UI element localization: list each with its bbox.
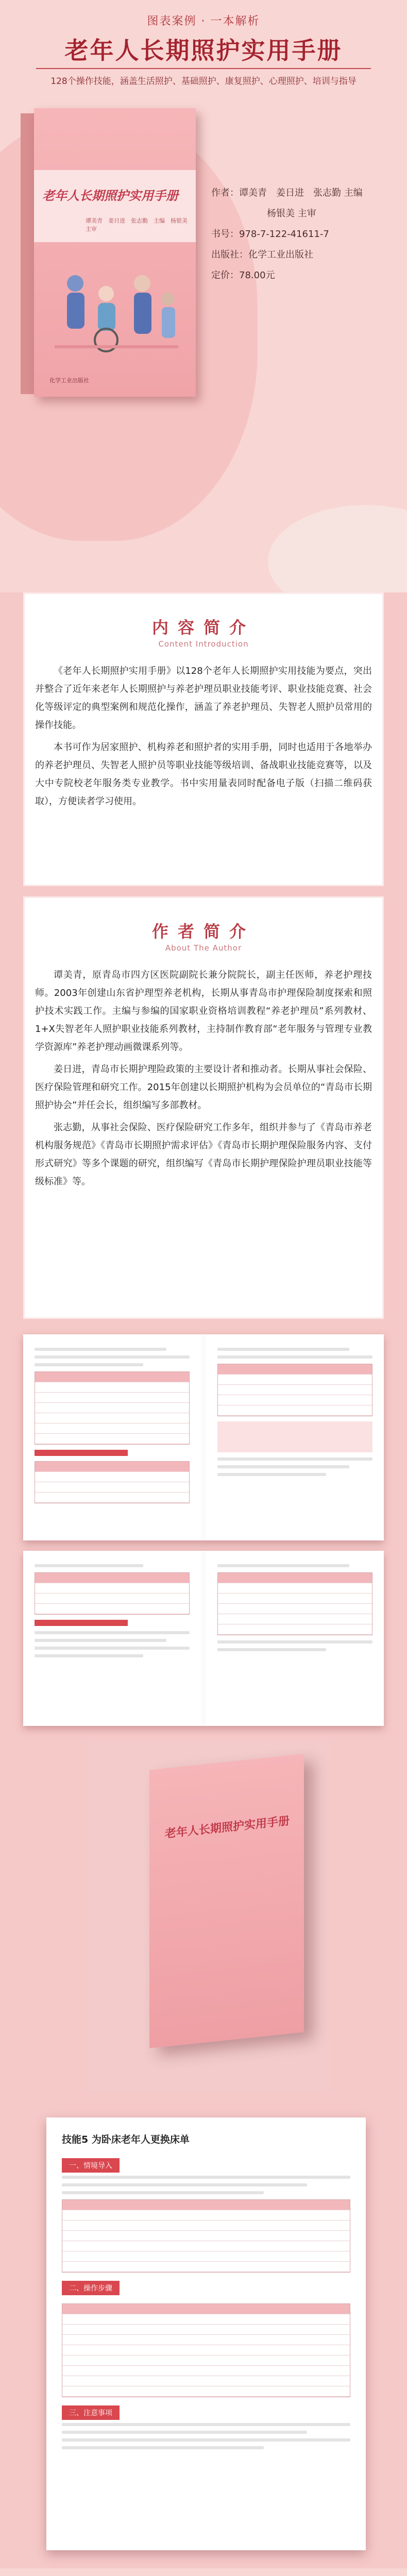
page-title: 老年人长期照护实用手册: [64, 37, 343, 64]
sample-page-right: [206, 1551, 384, 1726]
info-authors: 作者：谭美青 姜日进 张志勤 主编: [211, 188, 363, 198]
section-title: 作者简介: [151, 922, 255, 941]
cover-title: 老年人长期照护实用手册: [42, 189, 178, 203]
cover-authors: 谭美青 姜日进 张志勤 主编 杨银美 主审: [86, 217, 193, 232]
background-shape: [268, 505, 407, 592]
author-paragraph: 张志勤，从事社会保险、医疗保险研究工作多年，组织并参与了《青岛市养老机构服务规范》《青岛市长期照护需求评估》《青岛市长期护理保险服务内容、支付形式研究》等多个课题的研究，组织编写《青岛市长期护理保险护理员职业技能等级标准》等。: [35, 1122, 372, 1187]
page-subtitle: 128个操作技能，涵盖生活照护、基础照护、康复照护、心理照护、培训与指导: [50, 76, 357, 87]
book-cover: [149, 1754, 304, 2048]
divider: [36, 68, 371, 69]
section-subtitle: About The Author: [165, 943, 242, 953]
intro-paragraph: 《老年人长期照护实用手册》以128个老年人长期照护实用技能为要点，突出并整合了近年来老年人长期照护与养老护理员职业技能考评、职业技能竞赛、社会化等级评定的典型案例和规范化操作，涵盖了养老护理员、失智老人照护员常用的操作技能。: [35, 666, 372, 731]
sample-page-right: [206, 1334, 384, 1540]
header-banner: [0, 0, 407, 592]
book-spine: [21, 113, 35, 394]
section-label: 二、操作步骤: [62, 2281, 120, 2295]
skill-heading: 技能5 为卧床老年人更换床单: [62, 2134, 190, 2145]
info-isbn: 书号：978-7-122-41611-7: [211, 229, 329, 240]
author-paragraph: 姜日进，青岛市长期护理险政策的主要设计者和推动者。长期从事社会保险、医疗保险管理和研究工作。2015年创建以长期照护机构为会员单位的“青岛市长期照护协会”并任会长，组织编写多部教材。: [35, 1064, 372, 1111]
info-reviewer: 杨银美 主审: [267, 208, 316, 219]
author-paragraph: 谭美青，原青岛市四方区医院副院长兼分院院长，副主任医师，养老护理技师。2003年创建山东省护理型养老机构，长期从事青岛市护理保险制度探索和照护技术实践工作。主编与参编的国家职业资格培训教程“养老护理员”系列教材、1+X失智老年人照护职业技能系列教材，主持制作教育部“老年服务与管理专业教学资源库”养老护理动画微课系列等。: [35, 970, 372, 1053]
sample-page-left: [23, 1551, 201, 1726]
book-info-panel: [211, 183, 392, 286]
footer: [0, 2568, 407, 2576]
intro-paragraph: 本书可作为居家照护、机构养老和照护者的实用手册，同时也适用于各地举办的养老护理员、失智老人照护员等职业技能等级培训、备战职业技能竞赛等，以及大中专院校老年服务类专业教学。书中实用量表同时配备电子版（扫描二维码获取），方便读者学习使用。: [35, 742, 372, 807]
cover-title: 老年人长期照护实用手册: [165, 1815, 290, 1841]
section-label: 三、注意事项: [62, 2405, 120, 2420]
section-title: 内容简介: [151, 618, 255, 637]
elderly-care-illustration: [44, 263, 183, 361]
cover-publisher: 化学工业出版社: [49, 377, 89, 384]
sample-page-left: [23, 1334, 201, 1540]
author-intro-section: [23, 896, 384, 1319]
kicker-text: 图表案例 · 一本解析: [147, 15, 260, 28]
zoomed-sample-page: [46, 2117, 366, 2550]
sample-page-spread: [23, 1551, 384, 1726]
content-intro-section: [23, 592, 384, 886]
section-label: 一、情境导入: [62, 2158, 120, 2173]
book-cover: [34, 108, 196, 397]
info-publisher: 出版社：化学工业出版社: [211, 249, 313, 260]
sample-page-spread: [23, 1334, 384, 1540]
info-price: 定价：78.00元: [211, 270, 275, 281]
section-subtitle: Content Introduction: [158, 639, 249, 649]
book-photo: [88, 1741, 330, 2092]
book-cover-mockup: [21, 108, 196, 397]
